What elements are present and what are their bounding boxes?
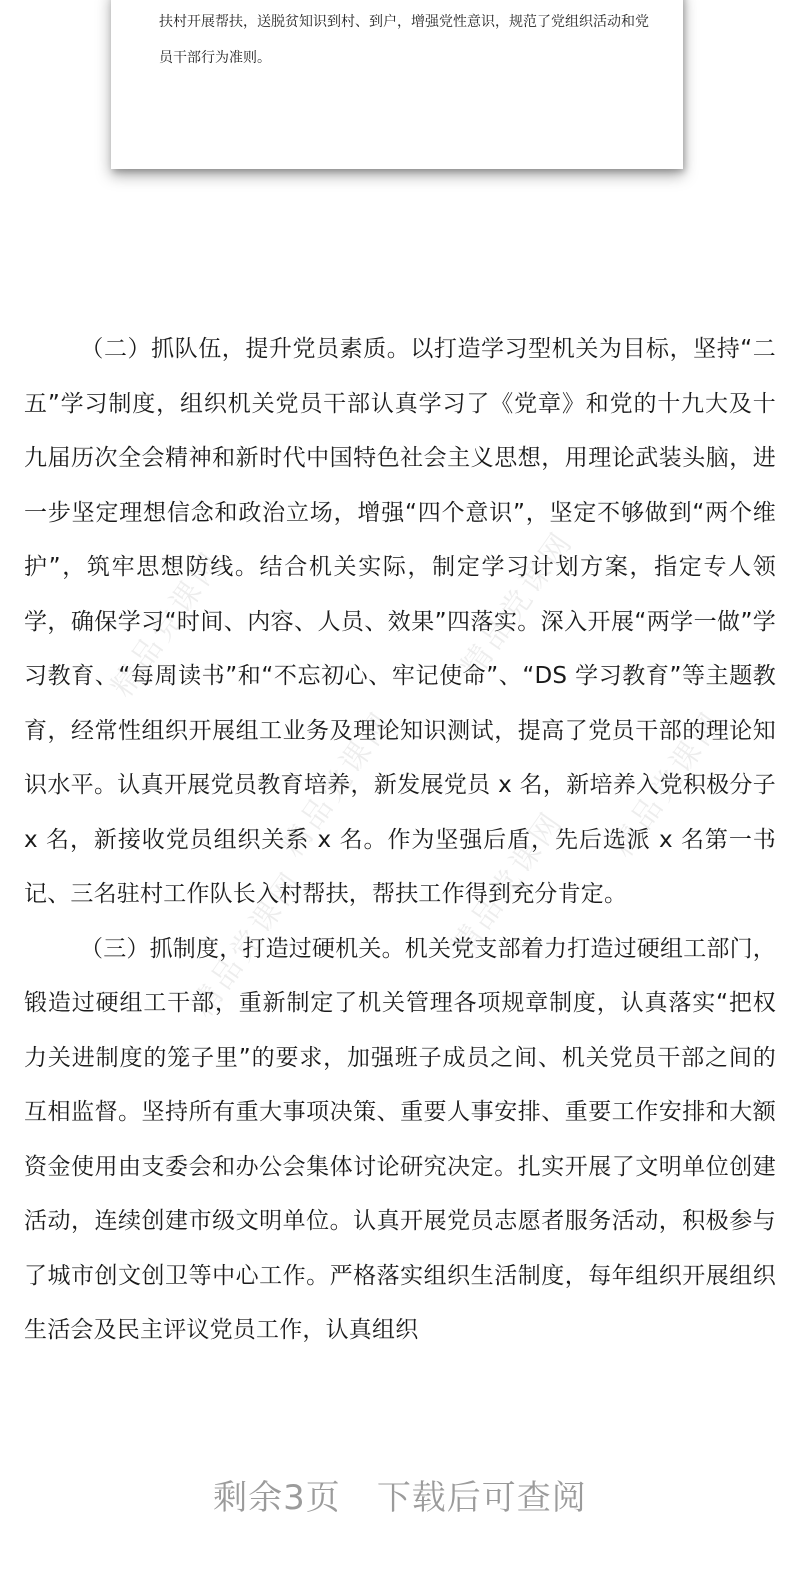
watermark: 精品党课网 — [274, 704, 401, 864]
remaining-pages-label: 剩余3页 — [213, 1478, 341, 1518]
download-to-view-label: 下载后可查阅 — [376, 1478, 587, 1518]
card-paragraph: 扶村开展帮扶，送脱贫知识到村、到户，增强党性意识，规范了党组织活动和党员干部行为准则。 — [159, 14, 649, 66]
paragraph-system-building — [24, 922, 776, 1358]
preview-page-card — [111, 0, 683, 169]
watermark: 精品党课网 — [184, 864, 311, 1024]
document-body — [24, 322, 776, 1358]
paragraph-text: （二）抓队伍，提升党员素质。以打造学习型机关为目标，坚持“二五”学习制度，组织机关党员干部认真学习了《党章》和党的十九大及十九届历次全会精神和新时代中国特色社会主义思想，用理论武装头脑，进一步坚定理想信念和政治立场，增强“四个意识”，坚定不够做到“两个维护”，筑牢思想防线。结合机关实际，制定学习计划方案，指定专人领学，确保学习“时间、内容、人员、效果”四落实。深入开展“两学一做”学习教育、“每周读书”和“不忘初心、牢记使命”、“DS 学习教育”等主题教育，经常性组织开展组工业务及理论知识测试，提高了党员干部的理论知识水平。认真开展党员教育培养，新发展党员 x 名，新培养入党积极分子 x 名，新接收党员组织关系 x 名。作为坚强后盾，先后选派 x 名第一书记、三名驻村工作队长入村帮扶，帮扶工作得到充分肯定。 — [24, 336, 776, 907]
remaining-pages-prompt[interactable] — [0, 1470, 800, 1519]
paragraph-team-building — [24, 322, 776, 922]
watermark: 精品党课网 — [454, 524, 581, 684]
watermark: 精品党课网 — [604, 704, 731, 864]
watermark: 精品党课网 — [444, 804, 571, 964]
watermark: 精品党课网 — [104, 544, 231, 704]
paragraph-text: （三）抓制度，打造过硬机关。机关党支部着力打造过硬组工部门，锻造过硬组工干部，重新制定了机关管理各项规章制度，认真落实“把权力关进制度的笼子里”的要求，加强班子成员之间、机关党员干部之间的互相监督。坚持所有重大事项决策、重要人事安排、重要工作安排和大额资金使用由支委会和办公会集体讨论研究决定。扎实开展了文明单位创建活动，连续创建市级文明单位。认真开展党员志愿者服务活动，积极参与了城市创文创卫等中心工作。严格落实组织生活制度，每年组织开展组织生活会及民主评议党员工作，认真组织 — [24, 935, 776, 1343]
